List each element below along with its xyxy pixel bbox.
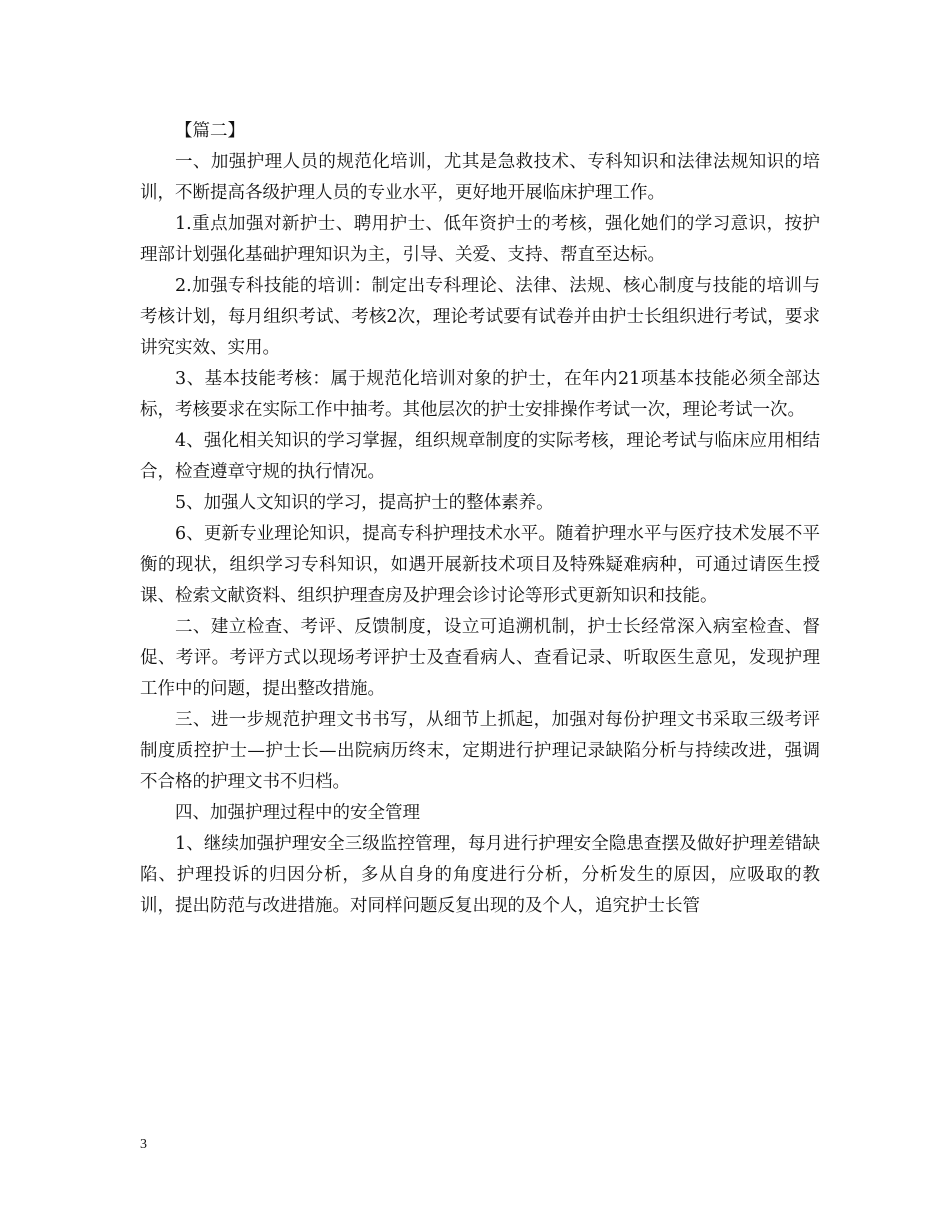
- paragraph: 4、强化相关知识的学习掌握，组织规章制度的实际考核，理论考试与临床应用相结合，检查遵章守规的执行情况。: [140, 431, 820, 482]
- paragraph: 6、更新专业理论知识，提高专科护理技术水平。随着护理水平与医疗技术发展不平衡的现状，组织学习专科知识，如遇开展新技术项目及特殊疑难病种，可通过请医生授课、检索文献资料、组织护理查房及护理会诊讨论等形式更新知识和技能。: [140, 524, 820, 606]
- paragraph: 3、基本技能考核：属于规范化培训对象的护士，在年内21项基本技能必须全部达标，考核要求在实际工作中抽考。其他层次的护士安排操作考试一次，理论考试一次。: [140, 369, 820, 420]
- paragraph: 三、进一步规范护理文书书写，从细节上抓起，加强对每份护理文书采取三级考评制度质控护士—护士长—出院病历终末，定期进行护理记录缺陷分析与持续改进，强调不合格的护理文书不归档。: [140, 710, 820, 792]
- section-heading: 【篇二】: [175, 121, 245, 141]
- paragraph: 5、加强人文知识的学习，提高护士的整体素养。: [175, 493, 554, 513]
- document-body: [140, 116, 820, 922]
- paragraph: 一、加强护理人员的规范化培训，尤其是急救技术、专科知识和法律法规知识的培训，不断提高各级护理人员的专业水平，更好地开展临床护理工作。: [140, 152, 820, 203]
- paragraph: 2.加强专科技能的培训：制定出专科理论、法律、法规、核心制度与技能的培训与考核计划，每月组织考试、考核2次，理论考试要有试卷并由护士长组织进行考试，要求讲究实效、实用。: [140, 276, 820, 358]
- paragraph: 二、建立检查、考评、反馈制度，设立可追溯机制，护士长经常深入病室检查、督促、考评。考评方式以现场考评护士及查看病人、查看记录、听取医生意见，发现护理工作中的问题，提出整改措施。: [140, 617, 820, 699]
- paragraph: 四、加强护理过程中的安全管理: [175, 803, 420, 823]
- paragraph: 1、继续加强护理安全三级监控管理，每月进行护理安全隐患查摆及做好护理差错缺陷、护理投诉的归因分析，多从自身的角度进行分析，分析发生的原因，应吸取的教训，提出防范与改进措施。对同样问题反复出现的及个人，追究护士长管: [140, 834, 820, 916]
- page-number: 3: [140, 1137, 147, 1152]
- paragraph: 1.重点加强对新护士、聘用护士、低年资护士的考核，强化她们的学习意识，按护理部计划强化基础护理知识为主，引导、关爱、支持、帮直至达标。: [140, 214, 820, 265]
